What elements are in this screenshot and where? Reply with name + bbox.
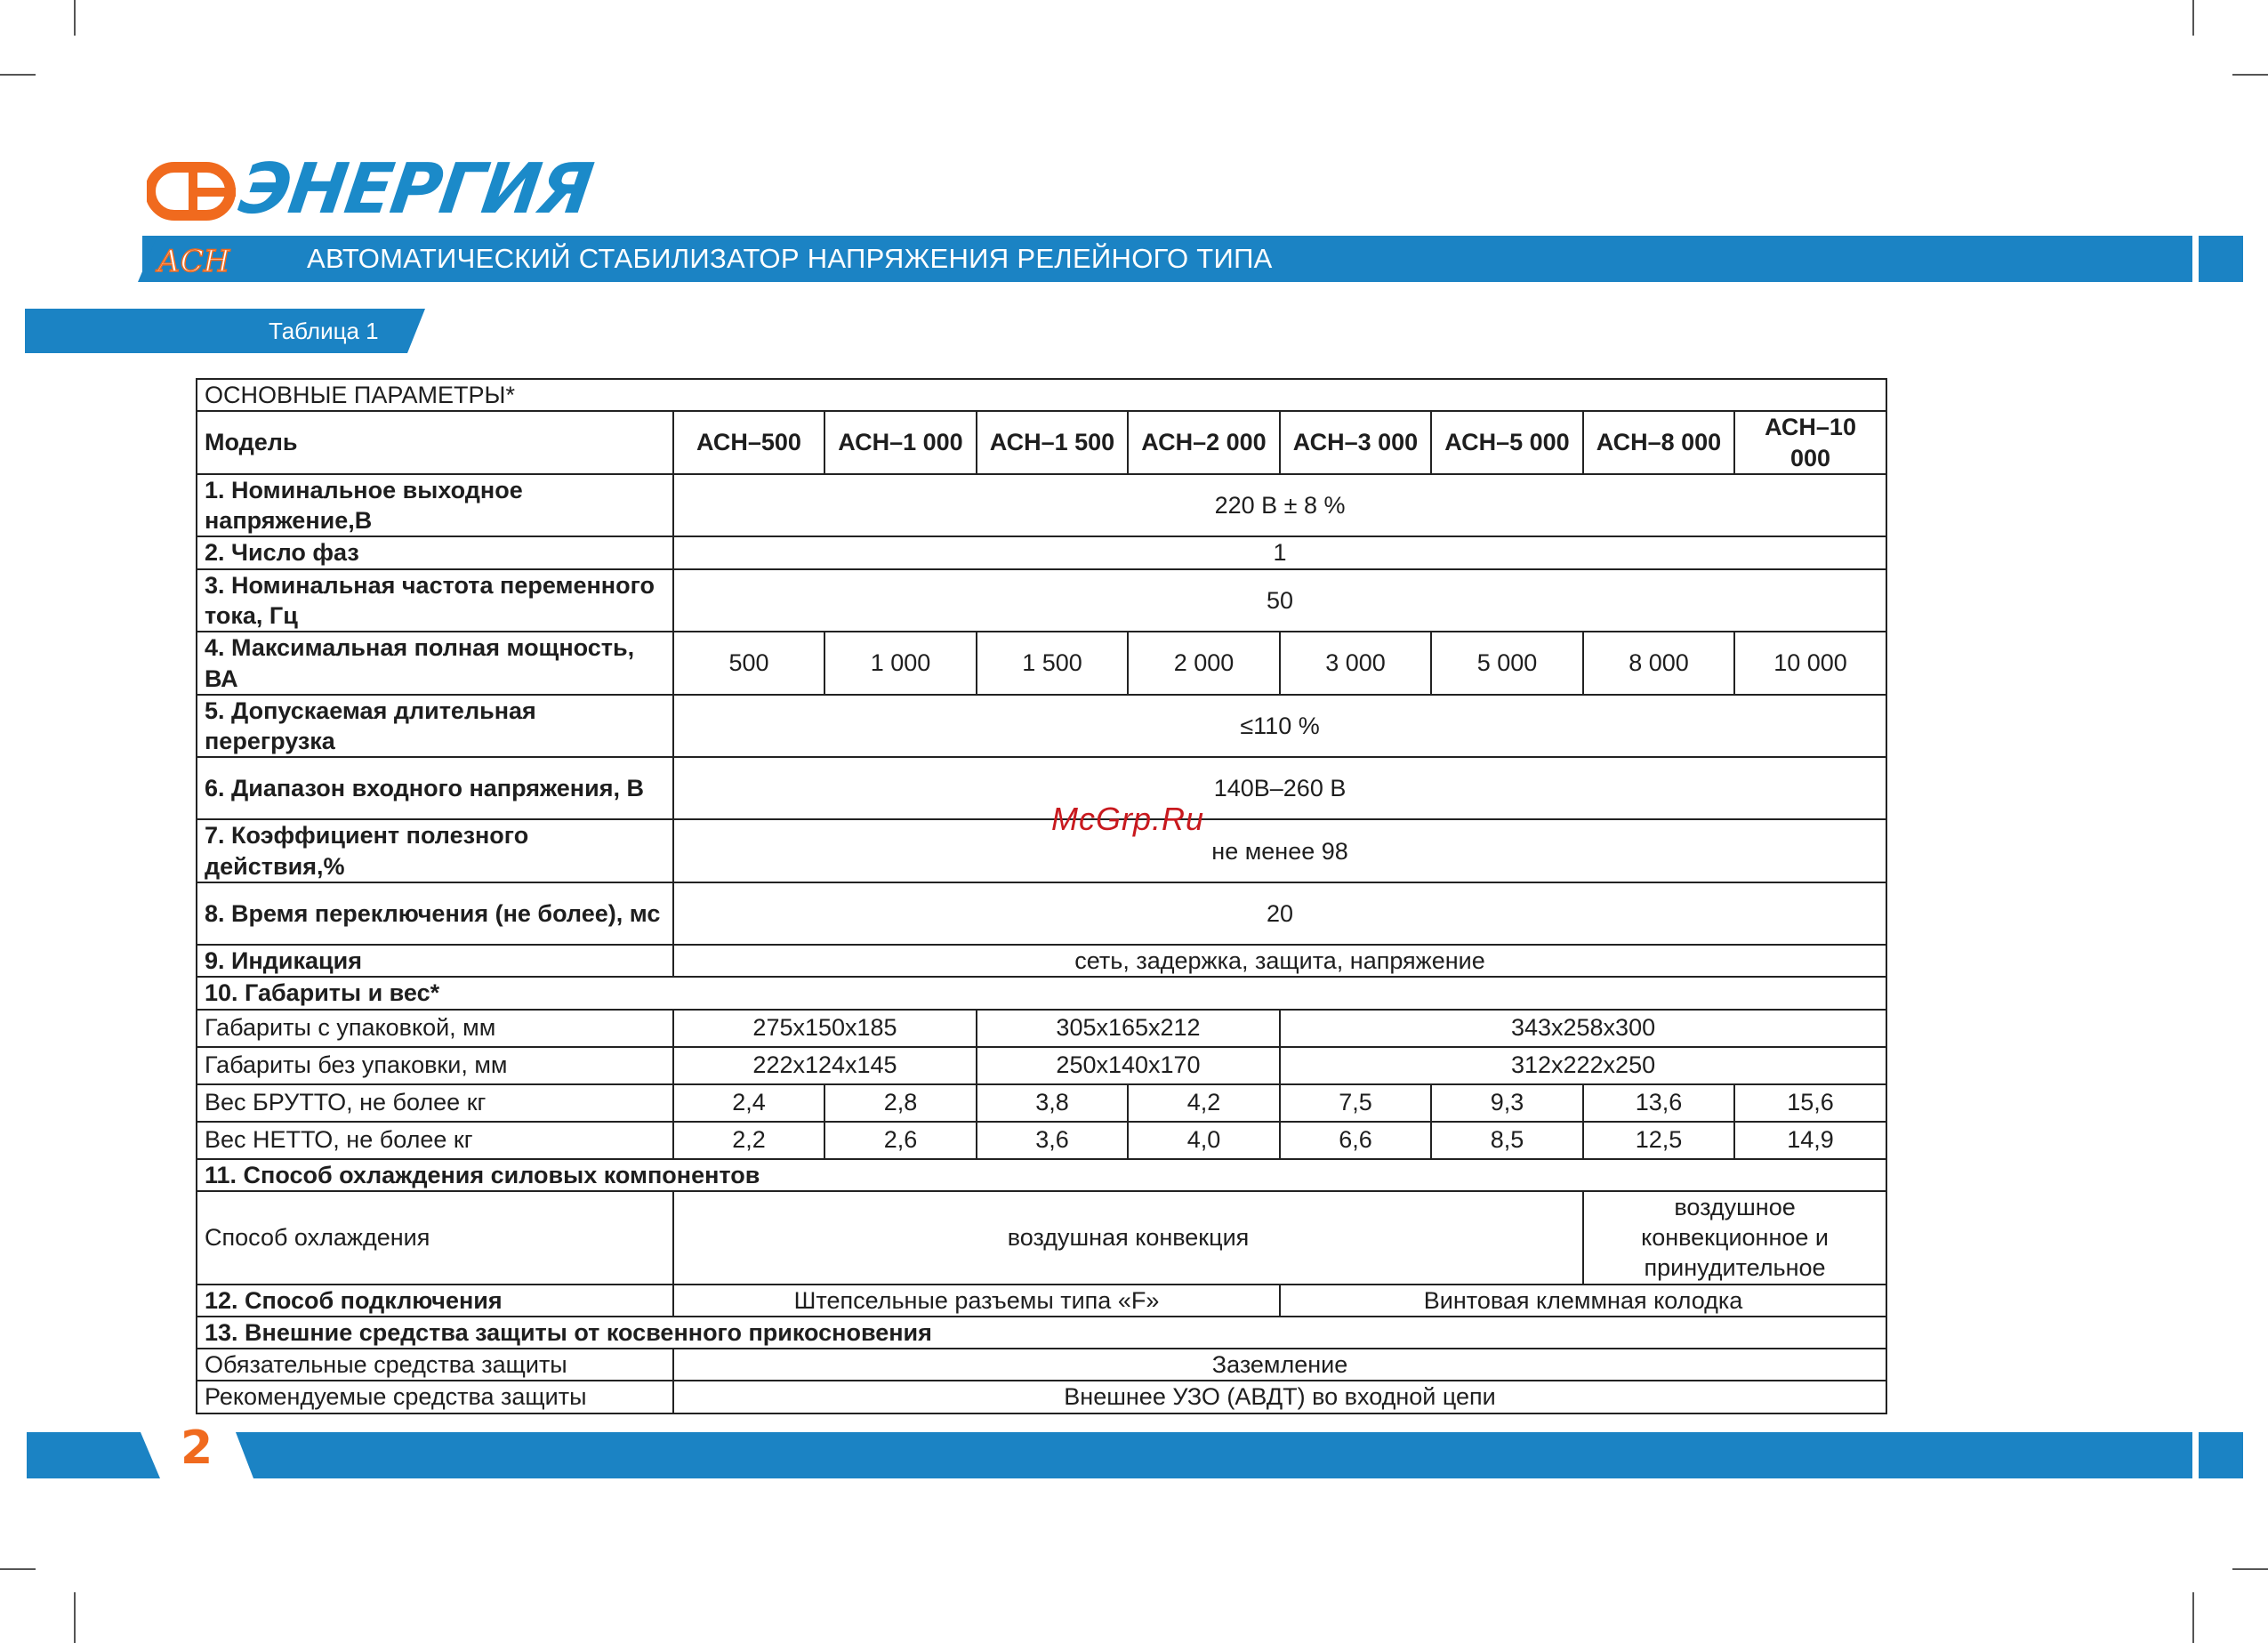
value-gross-weight: 7,5 [1280,1084,1431,1122]
header-end-block [2199,236,2243,282]
value-cooling-forced: воздушное конвекционное и принудительное [1583,1191,1886,1285]
crop-mark [74,1592,76,1643]
series-badge [138,236,271,282]
footer-band [253,1432,2192,1478]
value-gross-weight: 3,8 [977,1084,1128,1122]
value-gross-weight: 9,3 [1431,1084,1583,1122]
value-gross-weight: 13,6 [1583,1084,1734,1122]
crop-mark [2192,0,2194,36]
value-net-weight: 6,6 [1280,1122,1431,1159]
value-overload: ≤110 % [673,695,1886,758]
logo-mark-icon [147,160,240,222]
crop-mark [2232,1568,2268,1570]
row-label-switch-time: 8. Время переключения (не более), мс [197,882,673,945]
page-title: АВТОМАТИЧЕСКИЙ СТАБИЛИЗАТОР НАПРЯЖЕНИЯ РЕЛЕЙНОГО ТИПА [307,243,1273,274]
value-gross-weight: 4,2 [1128,1084,1280,1122]
value-net-weight: 3,6 [977,1122,1128,1159]
crop-mark [0,1568,36,1570]
value-connection-terminal: Винтовая клеммная колодка [1280,1285,1886,1317]
crop-mark [74,0,76,36]
row-label-indication: 9. Индикация [197,945,673,977]
value-protection-required: Заземление [673,1349,1886,1381]
value-switch-time: 20 [673,882,1886,945]
value-dims-packed: 305x165x212 [977,1010,1280,1047]
row-label-connection: 12. Способ подключения [197,1285,673,1317]
footer-end-block [2199,1432,2243,1478]
value-net-weight: 2,6 [824,1122,977,1159]
model-name: АСН–1 500 [977,411,1128,474]
value-cooling-convection: воздушная конвекция [673,1191,1583,1285]
section-dimensions: 10. Габариты и вес* [197,977,1886,1009]
watermark: McGrp.Ru [1051,801,1205,837]
row-label-phases: 2. Число фаз [197,536,673,568]
value-dims-unpacked: 250x140x170 [977,1047,1280,1084]
model-name: АСН–500 [673,411,824,474]
value-net-weight: 12,5 [1583,1122,1734,1159]
model-name: АСН–1 000 [824,411,977,474]
row-label-protection-required: Обязательные средства защиты [197,1349,673,1381]
value-gross-weight: 2,8 [824,1084,977,1122]
row-label-frequency: 3. Номинальная частота переменного тока, Гц [197,569,673,632]
crop-mark [0,74,36,76]
value-protection-recommended: Внешнее УЗО (АВДТ) во входной цепи [673,1381,1886,1413]
page-number: 2 [181,1422,213,1475]
row-label-net-weight: Вес НЕТТО, не более кг [197,1122,673,1159]
value-power: 1 000 [824,632,977,695]
brand-logo [147,149,597,230]
row-label-cooling: Способ охлаждения [197,1191,673,1285]
crop-mark [2192,1592,2194,1643]
value-power: 5 000 [1431,632,1583,695]
value-efficiency: не менее 98 [673,819,1886,882]
section-cooling: 11. Способ охлаждения силовых компонентов [197,1159,1886,1191]
logo-wordmark: ЭНЕРГИЯ [234,149,597,230]
value-power: 500 [673,632,824,695]
model-name: АСН–10 000 [1734,411,1886,474]
value-dims-packed: 343x258x300 [1280,1010,1886,1047]
model-name: АСН–8 000 [1583,411,1734,474]
footer-left-band [27,1432,160,1478]
table-caption: ОСНОВНЫЕ ПАРАМЕТРЫ* [197,379,1886,411]
model-header: Модель [197,411,673,474]
row-label-voltage: 1. Номинальное выходное напряжение,В [197,474,673,537]
parameters-table [196,378,1887,1414]
section-protection: 13. Внешние средства защиты от косвенного прикосновения [197,1317,1886,1349]
value-gross-weight: 15,6 [1734,1084,1886,1122]
value-power: 8 000 [1583,632,1734,695]
row-label-efficiency: 7. Коэффициент полезного действия,% [197,819,673,882]
row-label-dims-unpacked: Габариты без упаковки, мм [197,1047,673,1084]
row-label-dims-packed: Габариты с упаковкой, мм [197,1010,673,1047]
value-power: 2 000 [1128,632,1280,695]
value-power: 10 000 [1734,632,1886,695]
table-label: Таблица 1 [269,318,379,344]
row-label-power: 4. Максимальная полная мощность, ВА [197,632,673,695]
model-name: АСН–5 000 [1431,411,1583,474]
crop-mark [2232,74,2268,76]
value-dims-packed: 275x150x185 [673,1010,977,1047]
value-net-weight: 14,9 [1734,1122,1886,1159]
value-dims-unpacked: 312x222x250 [1280,1047,1886,1084]
value-gross-weight: 2,4 [673,1084,824,1122]
model-name: АСН–3 000 [1280,411,1431,474]
series-badge-text: АСН [157,244,230,279]
value-net-weight: 2,2 [673,1122,824,1159]
value-input-range: 140В–260 В [673,757,1886,819]
value-frequency: 50 [673,569,1886,632]
value-net-weight: 4,0 [1128,1122,1280,1159]
value-power: 1 500 [977,632,1128,695]
value-phases: 1 [673,536,1886,568]
value-connection-plug: Штепсельные разъемы типа «F» [673,1285,1280,1317]
value-power: 3 000 [1280,632,1431,695]
value-dims-unpacked: 222x124x145 [673,1047,977,1084]
value-net-weight: 8,5 [1431,1122,1583,1159]
row-label-protection-recommended: Рекомендуемые средства защиты [197,1381,673,1413]
value-voltage: 220 В ± 8 % [673,474,1886,537]
model-name: АСН–2 000 [1128,411,1280,474]
row-label-input-range: 6. Диапазон входного напряжения, В [197,757,673,819]
row-label-overload: 5. Допускаемая длительная перегрузка [197,695,673,758]
row-label-gross-weight: Вес БРУТТО, не более кг [197,1084,673,1122]
value-indication: сеть, задержка, защита, напряжение [673,945,1886,977]
